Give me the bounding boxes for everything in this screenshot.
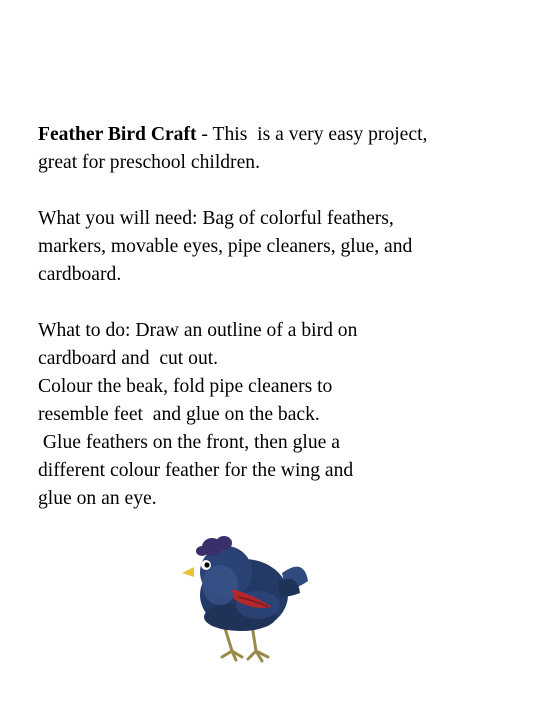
- steps-line-1: What to do: Draw an outline of a bird on: [38, 320, 358, 341]
- materials-line-3: cardboard.: [38, 264, 122, 285]
- steps-line-6: different colour feather for the wing and: [38, 460, 354, 481]
- steps-line-3: Colour the beak, fold pipe cleaners to: [38, 376, 333, 397]
- bird-eye-icon: [201, 560, 211, 570]
- materials-paragraph: [38, 205, 530, 289]
- bird-beak-icon: [182, 567, 194, 577]
- intro-line-1: [38, 121, 530, 149]
- craft-title: Feather Bird Craft: [38, 124, 197, 145]
- intro-paragraph: [38, 121, 530, 177]
- materials-line-1: What you will need: Bag of colorful feathers,: [38, 208, 394, 229]
- intro-line-1-rest: - This is a very easy project,: [196, 124, 428, 145]
- steps-line-2: cardboard and cut out.: [38, 348, 219, 369]
- bird-body-icon: [200, 546, 308, 631]
- paragraph-spacer: [38, 177, 530, 205]
- steps-line-5: Glue feathers on the front, then glue a: [38, 432, 340, 453]
- steps-line-7: glue on an eye.: [38, 488, 157, 509]
- intro-line-2: great for preschool children.: [38, 152, 260, 173]
- steps-paragraph: [38, 317, 530, 513]
- steps-line-4: resemble feet and glue on the back.: [38, 404, 320, 425]
- paragraph-spacer: [38, 289, 530, 317]
- craft-instructions: [38, 121, 530, 513]
- materials-line-2: markers, movable eyes, pipe cleaners, glue, and: [38, 236, 413, 257]
- feather-bird-illustration-icon: [172, 527, 322, 672]
